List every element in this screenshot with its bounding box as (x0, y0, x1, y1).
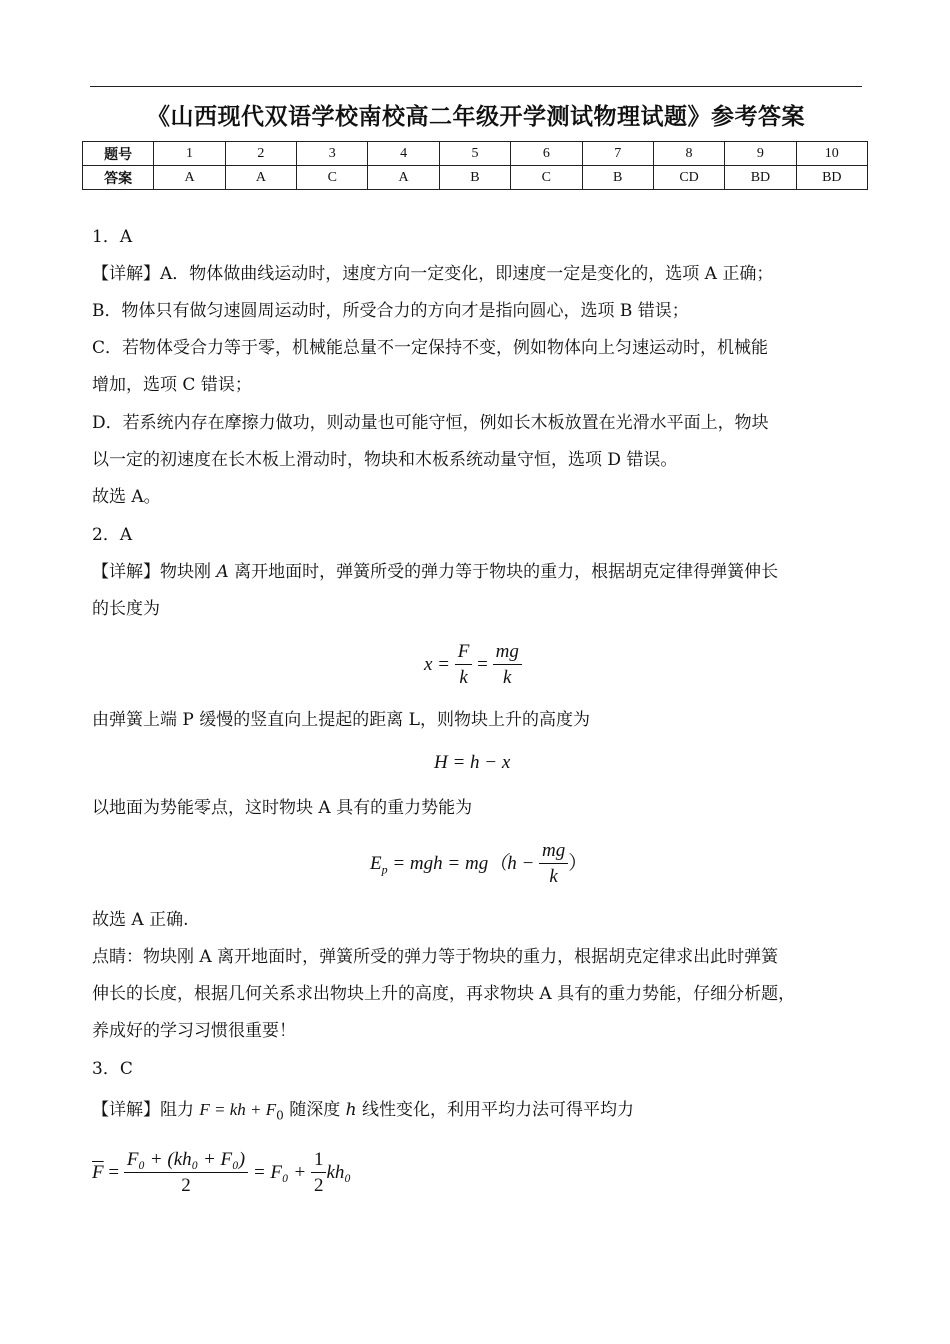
q2-equation-2: H = h − x (434, 752, 511, 773)
eq-lhs: E (370, 852, 382, 874)
row-label-answer: 答案 (83, 166, 154, 190)
answer-cell: C (511, 166, 582, 190)
question-number: 10 (796, 142, 867, 166)
q3-header: 3．C (92, 1059, 133, 1079)
q3-formula-sub: 0 (276, 1108, 284, 1123)
q2-header: 2．A (92, 525, 133, 545)
frac-den: k (502, 667, 512, 688)
q2-detail-var: A (216, 562, 229, 582)
answer-table-answer-row (83, 166, 868, 190)
q3-detail-var: h (345, 1100, 357, 1120)
q2-note-line: 点睛：物块刚 A 离开地面时，弹簧所受的弹力等于物块的重力，根据胡克定律求出此时弹簧 (92, 947, 779, 967)
eq-mid: = mgh = mg（h − (387, 852, 535, 874)
eq-lhs: x = (424, 653, 451, 675)
q2-note-line: 养成好的学习习惯很重要！ (92, 1021, 296, 1041)
q1-line: B．物体只有做匀速圆周运动时，所受合力的方向才是指向圆心，选项 B 错误； (92, 301, 689, 321)
answer-cell: B (582, 166, 653, 190)
frac-den: 2 (313, 1175, 324, 1196)
q2-detail-line: 的长度为 (92, 599, 160, 619)
q2-equation-1 (424, 640, 522, 691)
q2-equation-3 (370, 839, 587, 890)
frac-num: mg (493, 640, 522, 665)
eq-subscript: p (381, 862, 388, 877)
answer-cell: A (225, 166, 296, 190)
page-title: 《山西现代双语学校南校高二年级开学测试物理试题》参考答案 (147, 104, 805, 130)
fraction (124, 1148, 248, 1199)
frac-num: mg (539, 839, 568, 864)
answer-cell: BD (796, 166, 867, 190)
fraction-half (311, 1148, 327, 1199)
eq-lhs-avg-force: $\overline{F}$ (92, 1161, 104, 1183)
answer-cell: B (439, 166, 510, 190)
q1-line: D．若系统内存在摩擦力做功，则动量也可能守恒，例如长木板放置在光滑水平面上，物块 (92, 413, 769, 433)
fraction (539, 839, 568, 890)
question-number: 7 (582, 142, 653, 166)
frac-den: k (459, 667, 468, 688)
answer-table-number-row (83, 142, 868, 166)
frac-den: 2 (181, 1175, 191, 1196)
q3-detail-pre: 【详解】阻力 (92, 1100, 200, 1120)
header-rule (90, 86, 862, 87)
question-number: 1 (154, 142, 225, 166)
q2-note-line: 伸长的长度，根据几何关系求出物块上升的高度，再求物块 A 具有的重力势能，仔细分析题， (92, 984, 796, 1004)
q3-formula: F = kh + F (199, 1100, 277, 1119)
q2-detail-line: 由弹簧上端 P 缓慢的竖直向上提起的距离 L，则物块上升的高度为 (92, 710, 590, 730)
q2-detail-pre: 【详解】物块刚 (92, 562, 217, 582)
frac-num: 1 (311, 1148, 327, 1173)
answer-cell: CD (653, 166, 724, 190)
q3-detail-line (92, 1098, 634, 1127)
eq-sign: = (477, 653, 488, 675)
q1-conclusion: 故选 A。 (92, 487, 161, 507)
q2-detail-post: 离开地面时，弹簧所受的弹力等于物块的重力，根据胡克定律得弹簧伸长 (228, 562, 779, 582)
fraction (493, 640, 522, 691)
eq-rhs: ） (568, 852, 588, 874)
q1-line: 以一定的初速度在长木板上滑动时，物块和木板系统动量守恒，选项 D 错误。 (92, 450, 678, 470)
question-number: 2 (225, 142, 296, 166)
q2-detail-line (92, 560, 778, 584)
q1-line: 增加，选项 C 错误； (92, 375, 252, 395)
q2-detail-line: 以地面为势能零点，这时物块 A 具有的重力势能为 (92, 798, 473, 818)
answer-cell: A (368, 166, 439, 190)
eq-sign: = (108, 1161, 120, 1183)
row-label-number: 题号 (83, 142, 154, 166)
eq-tail: kh₀ (326, 1161, 351, 1183)
q3-detail-mid: 随深度 (283, 1100, 346, 1120)
answer-cell: C (297, 166, 368, 190)
frac-num: F (455, 640, 473, 665)
q3-detail-post: 线性变化，利用平均力法可得平均力 (356, 1100, 634, 1120)
frac-num: F₀ + (kh₀ + F₀) (124, 1148, 248, 1173)
question-number: 8 (653, 142, 724, 166)
q1-header: 1．A (92, 227, 133, 247)
q2-conclusion: 故选 A 正确. (92, 910, 189, 930)
question-number: 3 (297, 142, 368, 166)
question-number: 4 (368, 142, 439, 166)
question-number: 5 (439, 142, 510, 166)
q1-line: 【详解】A．物体做曲线运动时，速度方向一定变化，即速度一定是变化的，选项 A 正确； (92, 264, 774, 284)
answer-cell: BD (725, 166, 796, 190)
q3-equation (92, 1148, 351, 1199)
eq-mid: = F₀ + (252, 1161, 307, 1183)
question-number: 6 (511, 142, 582, 166)
fraction (455, 640, 473, 691)
answer-table (82, 141, 868, 190)
answer-cell: A (154, 166, 225, 190)
frac-den: k (549, 866, 558, 887)
q1-line: C．若物体受合力等于零，机械能总量不一定保持不变，例如物体向上匀速运动时，机械能 (92, 338, 769, 358)
question-number: 9 (725, 142, 796, 166)
